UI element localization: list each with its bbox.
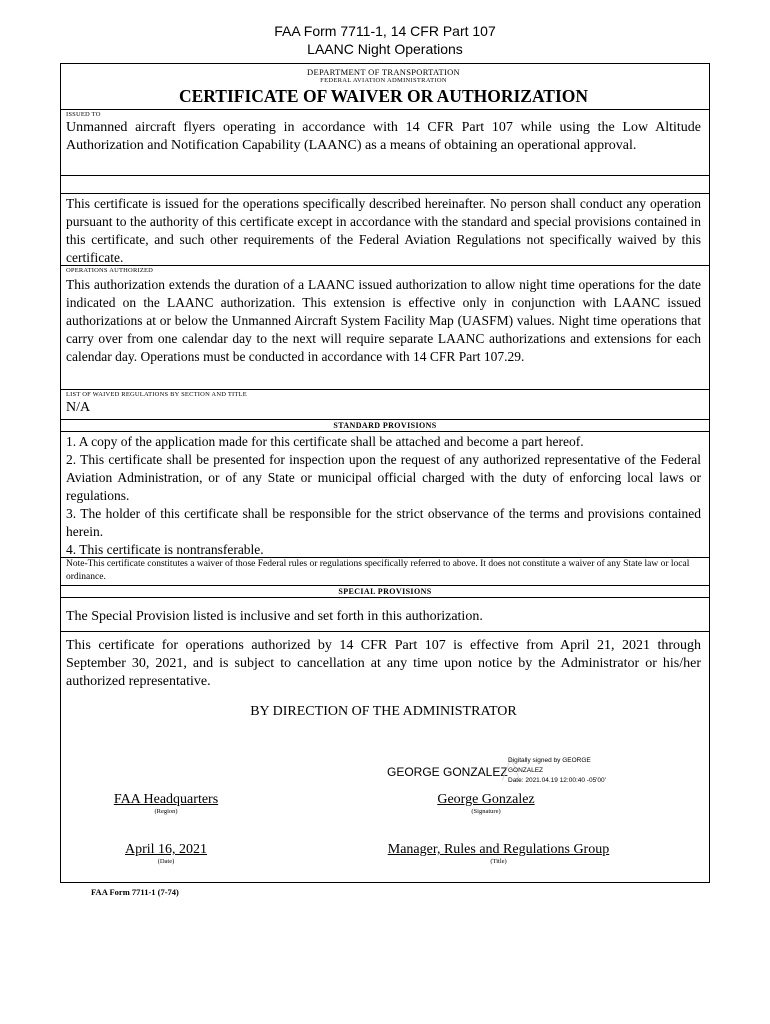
standard-provision-item: 2. This certificate shall be presented for inspection upon the request of any authorized representative of the Federal Aviation Administration, or of any State or municipal official charged with the duty of enforcing local laws or regulations. [66,452,701,503]
divider [61,597,709,598]
issued-to-text: Unmanned aircraft flyers operating in accordance with 14 CFR Part 107 while using the Low Altitude Authorization and Notification Capability (LAANC) as a means of obtaining an operational approval. [66,120,701,153]
form-number-footer: FAA Form 7711-1 (7-74) [91,887,179,897]
region-value: FAA Headquarters [113,792,219,807]
standard-provisions-list [66,433,701,559]
title-caption: (Title) [490,858,507,865]
divider [61,175,709,176]
standard-provisions-note: Note-This certificate constitutes a waiver of those Federal rules or regulations specifically referred to above. It does not constitute a waiver of any State law or local ordinance. [66,559,690,582]
date-value: April 16, 2021 [124,842,208,857]
signature-value: George Gonzalez [437,792,535,807]
direction-statement: BY DIRECTION OF THE ADMINISTRATOR [250,704,517,719]
divider [61,265,709,266]
region-caption: (Region) [154,808,178,815]
department-name: DEPARTMENT OF TRANSPORTATION [307,67,460,77]
standard-provision-item: 1. A copy of the application made for this certificate shall be attached and become a part hereof. [66,434,584,449]
signature-field [401,792,571,815]
stamp-line: Digitally signed by GEORGE [508,757,591,764]
administration-name: FEDERAL AVIATION ADMINISTRATION [320,77,447,84]
certificate-title: CERTIFICATE OF WAIVER OR AUTHORIZATION [178,86,589,106]
operations-authorized-label: OPERATIONS AUTHORIZED [66,267,154,274]
region-field [91,792,241,815]
document-header-line1: FAA Form 7711-1, 14 CFR Part 107 [274,23,496,39]
title-value: Manager, Rules and Regulations Group [387,842,610,857]
document-header-line2: LAANC Night Operations [307,41,463,57]
stamp-line: Date: 2021.04.19 12:00:40 -05'00' [508,777,606,784]
operations-authorized-text: This authorization extends the duration of a LAANC issued authorization to allow night time operations for the date indicated on the LAANC authorization. This extension is effective only in conjunction with LAANC issued authorizations at or below the Unmanned Aircraft System Facility Map (UASFM) values. Night time operations that carry over from one calendar day to the next will require separate LAANC authorizations and extensions for each calendar day. Operations must be conducted in accordance with 14 CFR Part 107.29. [66,277,701,364]
divider [61,389,709,390]
divider [61,631,709,632]
date-caption: (Date) [157,858,175,865]
stamp-line: GONZALEZ [508,767,544,774]
standard-provisions-heading: STANDARD PROVISIONS [333,421,437,430]
digital-signature-stamp [508,756,606,786]
signature-caption: (Signature) [471,808,501,815]
issuance-statement: This certificate is issued for the operations specifically described hereinafter. No person shall conduct any operation pursuant to the authority of this certificate except in accordance with the standard and special provisions contained in this certificate, and such other requirements of the Federal Aviation Regulations not specifically waived by this certificate. [66,196,701,265]
issued-to-label: ISSUED TO [66,111,101,118]
divider [61,431,709,432]
digital-signature-name: GEORGE GONZALEZ [387,765,508,779]
waived-regulations-value: N/A [66,400,91,415]
waived-regulations-label: LIST OF WAIVED REGULATIONS BY SECTION AND TITLE [66,391,247,398]
special-provisions-text: The Special Provision listed is inclusive and set forth in this authorization. [66,609,483,624]
title-field [361,842,636,865]
effective-statement: This certificate for operations authorized by 14 CFR Part 107 is effective from April 21, 2021 through September 30, 2021, and is subject to cancellation at any time upon notice by the Administrator or his/her authorized representative. [66,638,701,689]
standard-provision-item: 3. The holder of this certificate shall be responsible for the strict observance of the terms and provisions contained herein. [66,506,701,539]
special-provisions-heading: SPECIAL PROVISIONS [338,587,432,596]
divider [61,193,709,194]
divider [61,109,709,110]
certificate-form [60,63,710,883]
standard-provision-item: 4. This certificate is nontransferable. [66,542,264,557]
date-field [91,842,241,865]
divider [61,419,709,420]
divider [61,585,709,586]
